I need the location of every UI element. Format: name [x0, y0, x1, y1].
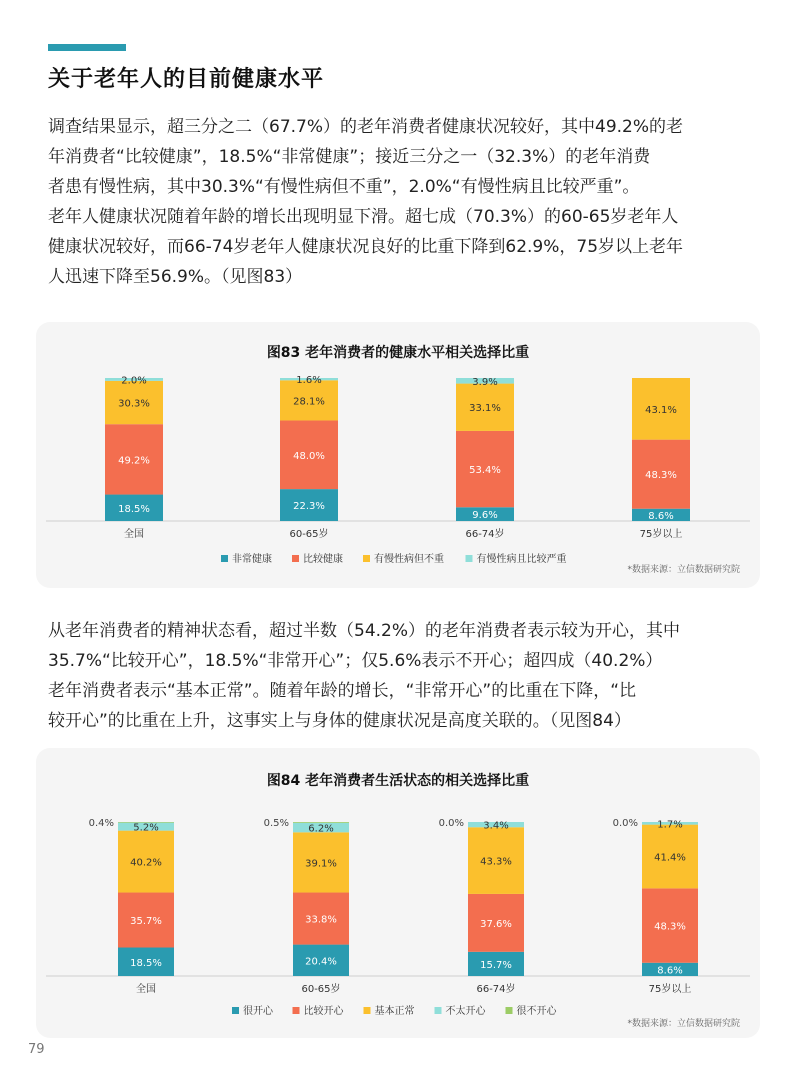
data-label: 48.3%	[654, 921, 686, 933]
legend-swatch	[221, 555, 228, 562]
category-label: 75岁以上	[639, 529, 683, 540]
data-label: 0.0%	[612, 818, 638, 829]
legend-label: 很不开心	[516, 1006, 557, 1017]
data-label: 28.1%	[293, 396, 325, 408]
paragraph-line: 年消费者“比较健康”，18.5%“非常健康”；接近三分之一（32.3%）的老年消费	[48, 147, 651, 167]
data-label: 3.9%	[472, 376, 498, 388]
data-label: 1.7%	[657, 819, 683, 831]
chart-title: 图84 老年消费者生活状态的相关选择比重	[266, 773, 530, 789]
paragraph-line: 较开心”的比重在上升，这事实上与身体的健康状况是高度关联的。（见图84）	[48, 711, 631, 731]
data-label: 48.3%	[645, 470, 677, 482]
legend-label: 非常健康	[232, 554, 272, 565]
paragraph-line: 老年人健康状况随着年龄的增长出现明显下滑。超七成（70.3%）的60-65岁老年人	[48, 207, 679, 227]
paragraph-health	[48, 112, 760, 292]
data-label: 20.4%	[305, 956, 337, 968]
legend-swatch	[506, 1007, 513, 1014]
category-label: 66-74岁	[476, 984, 516, 995]
legend-swatch	[435, 1007, 442, 1014]
data-label: 8.6%	[657, 965, 683, 977]
legend-label: 比较开心	[303, 1006, 344, 1017]
legend-swatch	[364, 1007, 371, 1014]
category-label: 66-74岁	[465, 529, 505, 540]
category-label: 60-65岁	[301, 984, 341, 995]
data-label: 37.6%	[480, 918, 512, 930]
bar-segment	[293, 822, 349, 823]
data-label: 48.0%	[293, 450, 325, 462]
legend-swatch	[466, 555, 473, 562]
data-label: 0.5%	[263, 818, 289, 829]
data-label: 6.2%	[308, 823, 334, 835]
data-label: 43.1%	[645, 404, 677, 416]
chart-card-mood	[36, 748, 760, 1038]
data-label: 18.5%	[118, 503, 150, 515]
legend-label: 不太开心	[445, 1006, 486, 1017]
data-label: 22.3%	[293, 501, 325, 513]
legend-label: 很开心	[243, 1006, 273, 1017]
health-stacked-bar-chart	[36, 322, 760, 588]
category-label: 75岁以上	[648, 984, 692, 995]
paragraph-line: 人迅速下降至56.9%。（见图83）	[48, 267, 303, 287]
data-label: 40.2%	[130, 857, 162, 869]
paragraph-line: 从老年消费者的精神状态看，超过半数（54.2%）的老年消费者表示较为开心，其中	[48, 621, 681, 641]
category-label: 全国	[124, 529, 144, 540]
paragraph-line: 者患有慢性病，其中30.3%“有慢性病但不重”，2.0%“有慢性病且比较严重”。	[48, 177, 640, 197]
data-label: 49.2%	[118, 455, 150, 467]
chart-card-health	[36, 322, 760, 588]
data-label: 43.3%	[480, 856, 512, 868]
data-label: 0.4%	[88, 818, 114, 829]
paragraph-line: 健康状况较好，而66-74岁老年人健康状况良好的比重下降到62.9%，75岁以上老年	[48, 237, 684, 257]
data-label: 0.0%	[438, 818, 464, 829]
legend-swatch	[292, 555, 299, 562]
data-label: 15.7%	[480, 959, 512, 971]
legend-swatch	[293, 1007, 300, 1014]
data-label: 33.1%	[469, 403, 501, 415]
paragraph-mood	[48, 616, 760, 736]
data-label: 9.6%	[472, 510, 498, 522]
data-label: 5.2%	[133, 822, 159, 834]
data-label: 1.6%	[296, 375, 322, 387]
paragraph-line: 35.7%“比较开心”，18.5%“非常开心”；仅5.6%表示不开心；超四成（40.2%）	[48, 651, 663, 671]
data-source-note: *数据来源：立信数据研究院	[627, 1019, 740, 1029]
bar-segment	[118, 822, 174, 823]
section-title: 关于老年人的目前健康水平	[48, 67, 325, 92]
data-label: 3.4%	[483, 820, 509, 832]
section-accent-bar	[48, 44, 126, 51]
page-number: 79	[28, 1042, 45, 1057]
legend-swatch	[232, 1007, 239, 1014]
data-label: 33.8%	[305, 914, 337, 926]
legend-label: 比较健康	[303, 554, 343, 565]
data-label: 39.1%	[305, 858, 337, 870]
category-label: 60-65岁	[289, 529, 329, 540]
data-label: 53.4%	[469, 465, 501, 477]
data-label: 41.4%	[654, 852, 686, 864]
legend-label: 基本正常	[374, 1006, 415, 1017]
legend-label: 有慢性病且比较严重	[476, 554, 567, 565]
data-label: 30.3%	[118, 398, 150, 410]
paragraph-line: 调查结果显示，超三分之二（67.7%）的老年消费者健康状况较好，其中49.2%的老	[48, 117, 684, 137]
mood-stacked-bar-chart	[36, 748, 760, 1038]
chart-title: 图83 老年消费者的健康水平相关选择比重	[266, 345, 530, 361]
paragraph-line: 老年消费者表示“基本正常”。随着年龄的增长，“非常开心”的比重在下降，“比	[48, 681, 637, 701]
category-label: 全国	[136, 984, 156, 995]
legend-label: 有慢性病但不重	[374, 554, 444, 565]
data-label: 18.5%	[130, 957, 162, 969]
data-source-note: *数据来源：立信数据研究院	[627, 565, 740, 575]
data-label: 2.0%	[121, 375, 147, 387]
data-label: 8.6%	[648, 510, 674, 522]
legend-swatch	[363, 555, 370, 562]
data-label: 35.7%	[130, 916, 162, 928]
